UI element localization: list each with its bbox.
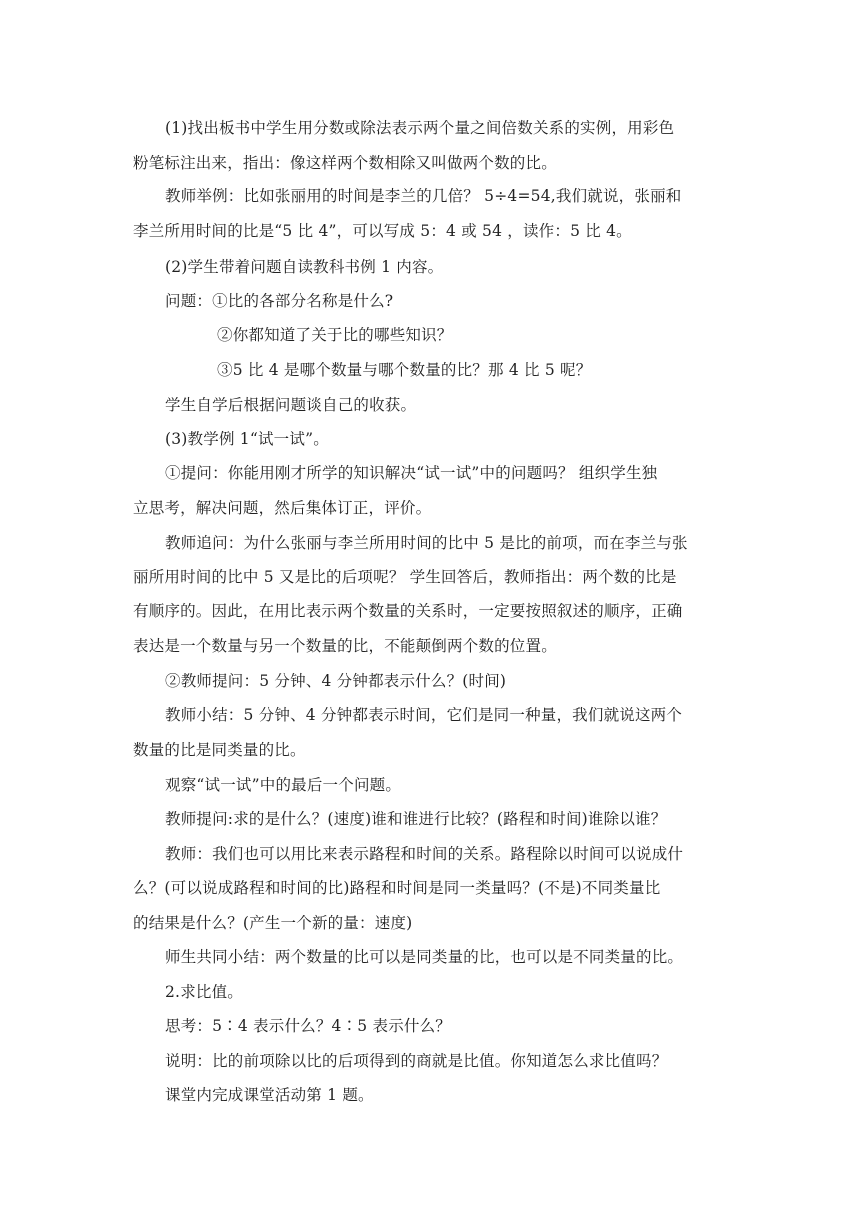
text-line: 数量的比是同类量的比。	[133, 741, 306, 759]
text-line: ②教师提问：5 分钟、4 分钟都表示什么？(时间)	[165, 672, 507, 690]
text-line: 观察“试一试”中的最后一个问题。	[165, 776, 402, 794]
text-line: (3)教学例 1“试一试”。	[165, 430, 329, 448]
text-line: 教师：我们也可以用比来表示路程和时间的关系。路程除以时间可以说成什	[165, 845, 684, 863]
text-line: 师生共同小结：两个数量的比可以是同类量的比，也可以是不同类量的比。	[165, 948, 684, 966]
text-line: 教师小结：5 分钟、4 分钟都表示时间，它们是同一种量，我们就说这两个	[165, 706, 683, 724]
text-line: 教师提问:求的是什么？(速度)谁和谁进行比较？(路程和时间)谁除以谁？	[165, 810, 667, 828]
text-line: 的结果是什么？(产生一个新的量：速度)	[133, 914, 413, 932]
text-line: ①提问：你能用刚才所学的知识解决“试一试”中的问题吗？ 组织学生独	[165, 464, 658, 482]
text-line: 教师追问：为什么张丽与李兰所用时间的比中 5 是比的前项，而在李兰与张	[165, 534, 688, 552]
text-line: (2)学生带着问题自读教科书例 1 内容。	[165, 258, 444, 276]
text-line: 说明：比的前项除以比的后项得到的商就是比值。你知道怎么求比值吗？	[165, 1052, 668, 1070]
text-line: 粉笔标注出来，指出：像这样两个数相除又叫做两个数的比。	[133, 154, 557, 172]
text-line: 有顺序的。因此，在用比表示两个数量的关系时，一定要按照叙述的顺序，正确	[133, 602, 683, 620]
text-line: (1)找出板书中学生用分数或除法表示两个量之间倍数关系的实例，用彩色	[165, 119, 675, 137]
text-line: 课堂内完成课堂活动第 1 题。	[165, 1086, 374, 1104]
text-line: 学生自学后根据问题谈自己的收获。	[165, 396, 417, 414]
text-line: 丽所用时间的比中 5 又是比的后项呢？ 学生回答后，教师指出：两个数的比是	[133, 568, 677, 586]
text-line: 李兰所用时间的比是“5 比 4”，可以写成 5：4 或 54 ，读作：5 比 4。	[133, 222, 632, 240]
text-line: 么？(可以说成路程和时间的比)路程和时间是同一类量吗？(不是)不同类量比	[133, 879, 661, 897]
text-line: 问题：①比的各部分名称是什么?	[165, 292, 394, 310]
text-line: 思考：5∶4 表示什么？4∶5 表示什么？	[165, 1017, 452, 1035]
text-line: ③5 比 4 是哪个数量与哪个数量的比？那 4 比 5 呢？	[217, 361, 592, 379]
text-line: ②你都知道了关于比的哪些知识？	[217, 326, 453, 344]
text-line: 教师举例：比如张丽用的时间是李兰的几倍？ 5÷4=54,我们就说，张丽和	[165, 187, 682, 205]
text-line: 2.求比值。	[165, 983, 243, 1001]
text-line: 立思考，解决问题，然后集体订正，评价。	[133, 499, 432, 517]
text-line: 表达是一个数量与另一个数量的比，不能颠倒两个数的位置。	[133, 637, 557, 655]
